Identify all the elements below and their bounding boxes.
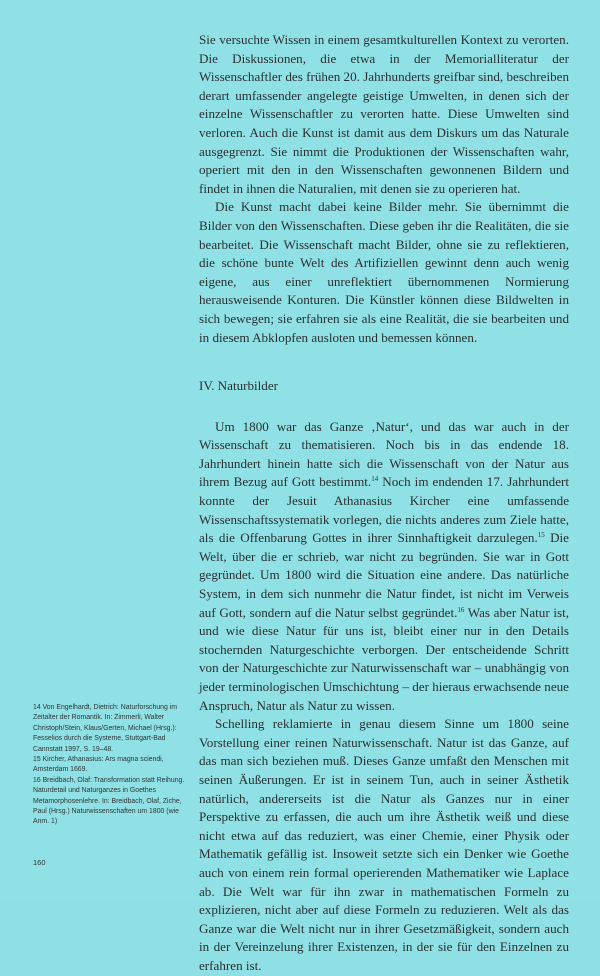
page-number: 160 <box>33 858 46 867</box>
paragraph-3-part-d: Was aber Natur ist, und wie diese Natur für uns ist, bleibt einer nur in den Details stochernden Naturgeschichte verborgen. Der entscheidende Schritt von der Naturgeschichte zur Naturwissenschaft war – unabhängig von jeder terminologischen Umschichtung – der hieraus erwachsende neue Anspruch, Natur als Natur zu wissen. <box>199 604 570 713</box>
main-text-column <box>199 31 569 976</box>
footnote-ref-15: 15 <box>537 531 545 540</box>
paragraph-3-part-b: Noch im endenden 17. Jahrhundert konnte der Jesuit Athanasius Kircher eine umfassende Wissenschaftssystematik vorlegen, die nichts anderes zum Ziele hatte, als die Offenbarung Gottes in ihrer Sinnhaftigkeit darzulegen. <box>199 474 570 546</box>
footnote-ref-14: 14 <box>371 475 379 484</box>
paragraph-3-part-a: Um 1800 war das Ganze ‚Natur‘, und das war auch in der Wissenschaft zu thematisieren. Noch bis in das endende 18. Jahrhundert hinein hatte sich die Wissenschaft von der Natur aus ihrem Bezug auf Gott bestimmt. <box>199 418 569 490</box>
section-heading: IV. Naturbilder <box>199 378 279 394</box>
paragraph-3 <box>199 418 569 716</box>
footnote-ref-16: 16 <box>457 605 465 614</box>
footnote-16: 16 Breidbach, Olaf: Transformation statt Reihung. Naturdetail und Naturganzes in Goethes Metamorphosenlehre. In: Breidbach, Olaf, Ziche, Paul (Hrsg.) Naturwissenschaften um 1800 (wie Anm. 1) <box>33 776 185 826</box>
footnote-15: 15 Kircher, Athanasius: Ars magna sciendi, Amsterdam 1669. <box>33 756 164 774</box>
paragraph-4: Schelling reklamierte in genau diesem Sinne um 1800 seine Vorstellung einer reinen Naturwissenschaft. Natur ist das Ganze, auf das man sich beziehen muß. Dieses Ganze umfaßt den Menschen mit seinen Äußerungen. Er ist in seinem Tun, auch in seiner Ästhetik natürlich, andererseits ist die Natur als Ganzes nur in einer Perspektive zu erfassen, die auch um ihre Ästhetik weiß und diese nicht etwa auf das reduziert, was einer Chemie, einer Physik oder Mathematik gefällig ist. Insoweit setzte sich ein Denker wie Goethe auch von einem rein formal operierenden Mathematiker wie Laplace ab. Die Welt war für ihn zwar in mathematischen Formeln zu explizieren, nicht aber auf diese Formeln zu reduzieren. Welt als das Ganze war die Welt nicht nur in ihrer Gesetzmäßigkeit, sondern auch in der Vereinzelung ihrer Existenzen, in der sie für den Einzelnen zu erfahren ist. <box>199 716 569 973</box>
paragraph-3-part-c: Die Welt, über die er schrieb, war nicht zu begründen. Sie war in Gott gegründet. Um 1800 wird die Situation eine andere. Das natürliche System, in dem sich nunmehr die Natur findet, ist nicht im Verweis auf Gott, sondern auf die Natur selbst gegründet. <box>199 530 569 620</box>
paragraph-1: Sie versuchte Wissen in einem gesamtkulturellen Kontext zu verorten. Die Diskussionen, die etwa in der Memorialliteratur der Wissenschaftler des frühen 20. Jahrhunderts greifbar sind, beschreiben derart umfassender angelegte geistige Umwelten, in denen sich der einzelne Wissenschaftler zu verorten hatte. Diese Umwelten sind verloren. Auch die Kunst ist damit aus dem Diskurs um das Naturale ausgegrenzt. Sie nimmt die Produktionen der Wissenschaften wahr, operiert mit den in den Wissenschaften gewonnenen Bildern und findet in ihnen die Naturalien, mit denen sie zu operieren hat. <box>199 32 569 196</box>
footnotes <box>33 703 191 828</box>
paragraph-2: Die Kunst macht dabei keine Bilder mehr. Sie übernimmt die Bilder von den Wissenschaften. Diese geben ihr die Realitäten, die sie bearbeitet. Die Wissenschaft macht Bilder, ohne sie zu reflektieren, die schöne bunte Welt des Artifiziellen gewinnt denn auch wenig eigene, aus einer unreflektiert übernommenen Normierung herausweisende Konturen. Die Künstler können diese Bildwelten in sich bewegen; sie erfahren sie als eine Realität, die sie bearbeiten und in diesem Abklopfen ausloten und bemessen können. <box>199 199 569 345</box>
footnote-14: 14 Von Engelhardt, Dietrich: Naturforschung im Zeitalter der Romantik. In: Zimmerli, Walter Christoph/Stein, Klaus/Gerten, Michael (Hrsg.): Fesselios durch die Systeme, Stuttgart-Bad Cannstatt 1997, S. 19–48. <box>33 704 178 753</box>
